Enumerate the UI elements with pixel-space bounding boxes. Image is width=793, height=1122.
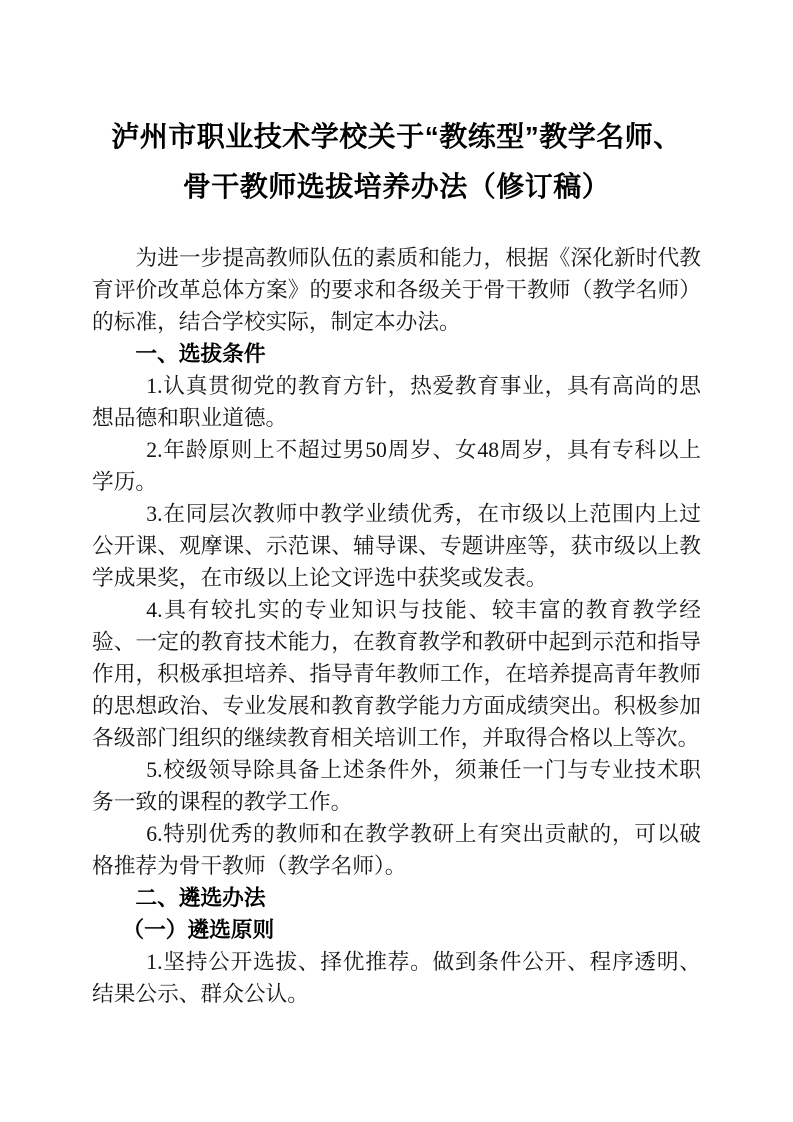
document-title (92, 112, 701, 212)
criteria-item-6: 6.特别优秀的教师和在教学教研上有突出贡献的，可以破格推荐为骨干教师（教学名师）。 (92, 822, 701, 878)
section-heading-selection-method: 二、遴选办法 (135, 885, 266, 910)
criteria-item-4: 4.具有较扎实的专业知识与技能、较丰富的教育教学经验、一定的教育技术能力，在教育教学和教研中起到示范和指导作用，积极承担培养、指导青年教师工作，在培养提高青年教师的思想政治、专业发展和教育教学能力方面成绩突出。积极参加各级部门组织的继续教育相关培训工作，并取得合格以上等次。 (92, 598, 701, 750)
principles-item-1: 1.坚持公开选拔、择优推荐。做到条件公开、程序透明、结果公示、群众公认。 (92, 950, 701, 1006)
document-title-line-2: 骨干教师选拔培养办法（修订稿） (182, 171, 611, 202)
intro-paragraph: 为进一步提高教师队伍的素质和能力，根据《深化新时代教育评价改革总体方案》的要求和各级关于骨干教师（教学名师）的标准，结合学校实际，制定本办法。 (92, 246, 701, 334)
section-heading-selection-criteria: 一、选拔条件 (135, 341, 266, 366)
criteria-item-1: 1.认真贯彻党的教育方针，热爱教育事业，具有高尚的思想品德和职业道德。 (92, 374, 701, 430)
criteria-item-3: 3.在同层次教师中教学业绩优秀，在市级以上范围内上过公开课、观摩课、示范课、辅导课、专题讲座等，获市级以上教学成果奖，在市级以上论文评选中获奖或发表。 (92, 502, 701, 590)
criteria-item-5: 5.校级领导除具备上述条件外，须兼任一门与专业技术职务一致的课程的教学工作。 (92, 758, 701, 814)
document-title-line-1: 泸州市职业技术学校关于“教练型”教学名师、 (111, 121, 682, 152)
document-body (92, 242, 701, 1010)
subsection-heading-selection-principles: （一）遴选原则 (122, 917, 275, 942)
criteria-item-2: 2.年龄原则上不超过男50周岁、女48周岁，具有专科以上学历。 (92, 438, 701, 494)
